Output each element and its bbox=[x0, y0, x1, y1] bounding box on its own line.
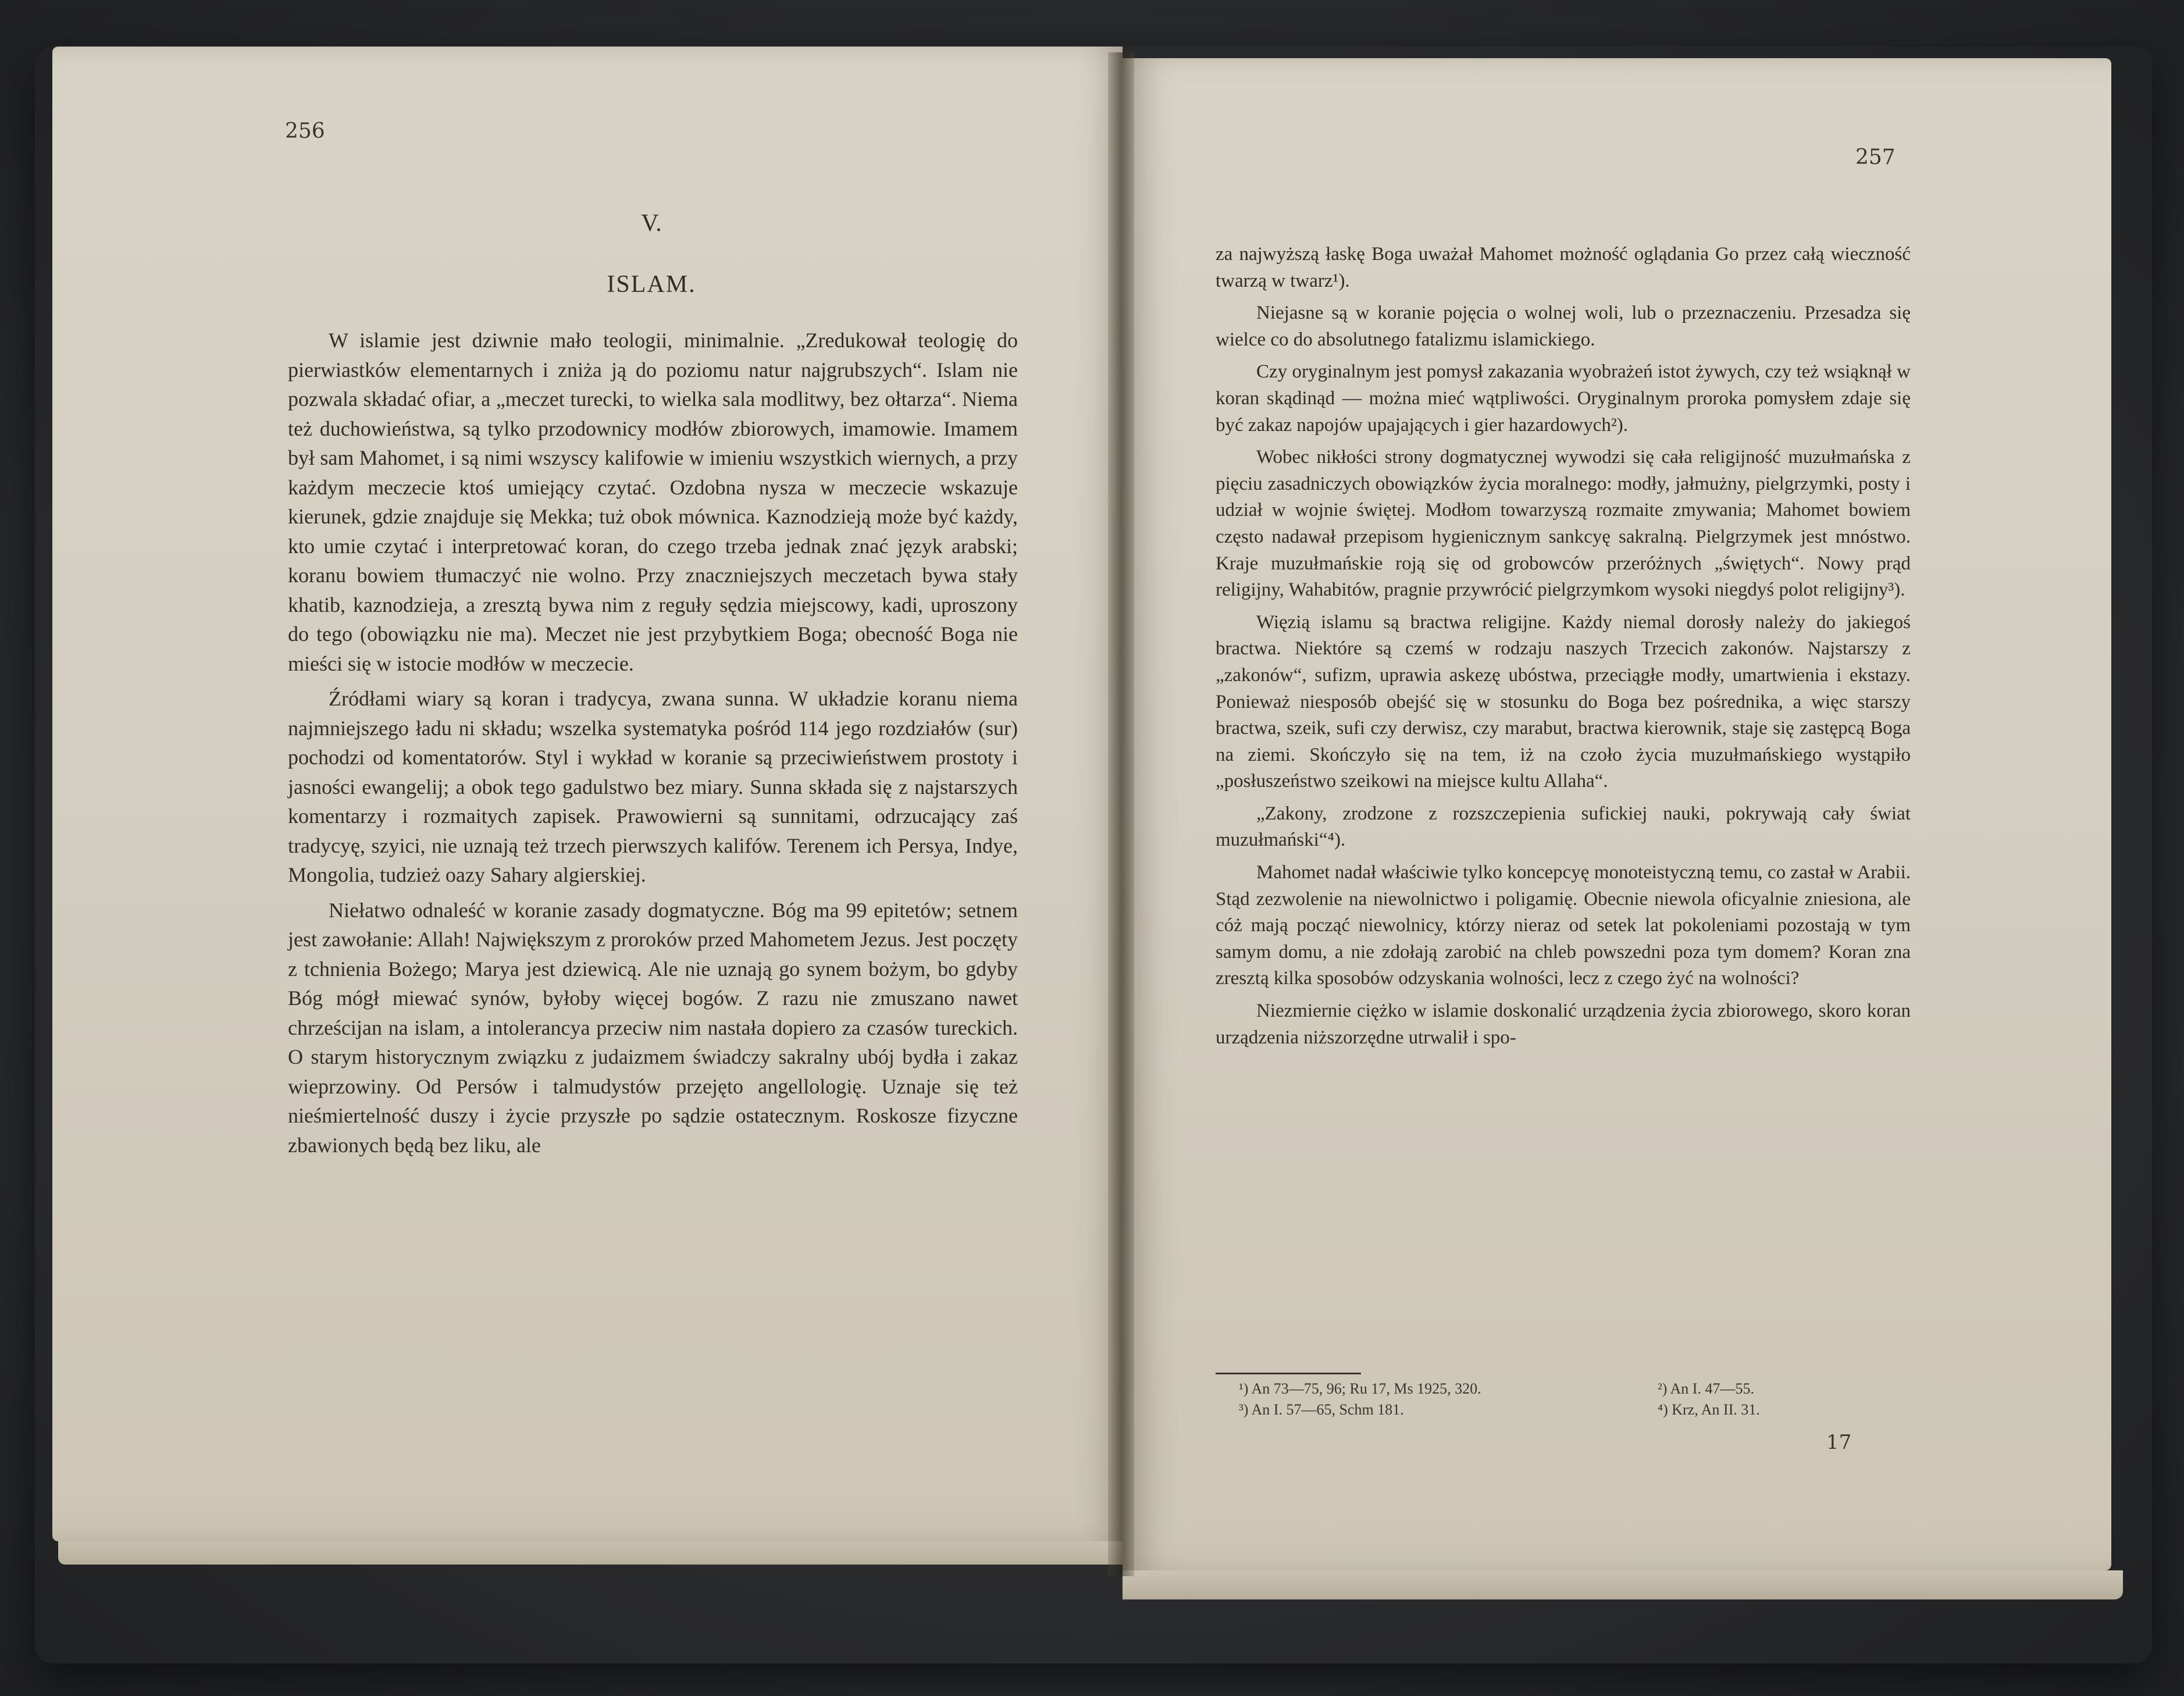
left-paragraph: W islamie jest dziwnie mało teologii, minimalnie. „Zredukował teologię do pierwiastków elementarnych i zniża ją do poziomu natur najgrubszych“. Islam nie pozwala składać ofiar, a „meczet turecki, to wielka sala modlitwy, bez ołtarza“. Niema też duchowieństwa, są tylko przodownicy modłów zbiorowych, imamowie. Imamem był sam Mahomet, i są nimi wszyscy kalifowie w imieniu wszystkich wiernych, a przy każdym meczecie ktoś umiejący czytać. Ozdobna nysza w meczecie wskazuje kierunek, gdzie znajduje się Mekka; tuż obok mównica. Kaznodzieją może być każdy, kto umie czytać i interpretować koran, do czego trzeba jednak znać język arabski; koranu bowiem tłumaczyć nie wolno. Przy znaczniejszych meczetach bywa stały khatib, kaznodzieja, a zresztą bywa nim z reguły sędzia miejscowy, kadi, uproszony do tego (obowiązku nie ma). Meczet nie jest przybytkiem Boga; obecność Boga nie mieści się w istocie modłów w meczecie. bbox=[288, 329, 1018, 675]
left-page-edges bbox=[58, 1541, 1123, 1565]
left-page-number: 256 bbox=[285, 119, 325, 143]
left-paragraph: Źródłami wiary są koran i tradycya, zwana sunna. W układzie koranu niema najmniejszego ładu ni składu; wszelka systematyka pośród 114 jego rozdziałów (sur) pochodzi od komentatorów. Styl i wykład w koranie są przeciwieństwem prostoty i jasności ewangelij; a obok tego gadulstwo bez miary. Sunna składa się z najstarszych komentarzy i rozmaitych zapisek. Prawowierni są sunnitami, odrzucający zaś tradycyę, szyici, nie uznają też trzech pierwszych kalifów. Terenem ich Persya, Indye, Mongolia, tudzież oazy Sahary algierskiej. bbox=[288, 687, 1018, 886]
right-paragraph: Czy oryginalnym jest pomysł zakazania wyobrażeń istot żywych, czy też wsiąknął w koran skądinąd — można mieć wątpliwości. Oryginalnym proroka pomysłem zdaje się być zakaz napojów upajających i gier hazardowych²). bbox=[1216, 361, 1911, 436]
footnote: ³) An I. 57—65, Schm 181. bbox=[1239, 1401, 1404, 1418]
footnote: ⁴) Krz, An II. 31. bbox=[1658, 1401, 1760, 1418]
right-paragraph: Wobec nikłości strony dogmatycznej wywodzi się cała religijność muzułmańska z pięciu zasadniczych obowiązków życia moralnego: modły, jałmużny, pielgrzymki, posty i udział w wojnie świętej. Modłom towarzyszą rozmaite zmywania; Mahomet bowiem często nadawał przepisom hygienicznym sankcyę sakralną. Pielgrzymek jest mnóstwo. Kraje muzułmańskie roją się od grobowców przeróżnych „świętych“. Nowy prąd religijny, Wahabitów, pragnie przywrócić pielgrzymkom wysoki niegdyś polot religijny³). bbox=[1216, 447, 1911, 601]
chapter-number: V. bbox=[641, 210, 662, 237]
right-paragraph: Mahomet nadał właściwie tylko koncepcyę monoteistyczną temu, co zastał w Arabii. Stąd zezwolenie na niewolnictwo i poligamię. Obecnie niewola oficyalnie zniesiona, ale cóż mają począć niewolnicy, którzy nieraz od setek lat pokoleniami pozostają w tym samym domu, a nie zdołają zarobić na chleb powszedni poza tym domem? Koran zna zresztą kilka sposobów odzyskania wolności, lecz z czego żyć na wolności? bbox=[1216, 862, 1911, 989]
footnote-rule bbox=[1216, 1373, 1361, 1374]
right-paragraph: „Zakony, zrodzone z rozszczepienia sufickiej nauki, pokrywają cały świat muzułmański“⁴). bbox=[1216, 803, 1911, 851]
right-paragraph: Więzią islamu są bractwa religijne. Każdy niemal dorosły należy do jakiegoś bractwa. Niektóre są czemś w rodzaju naszych Trzecich zakonów. Najstarszy z „zakonów“, sufizm, uprawia askezę ubóstwa, przeciągłe modły, umartwienia i ekstazy. Ponieważ niesposób obejść się w stosunku do Boga bez pośrednika, a więc starszy bractwa, szeik, sufi czy derwisz, czy marabut, bractwa kierownik, staje się zastępcą Boga na ziemi. Skończyło się na tem, iż na czoło życia muzułmańskiego wystąpiło „posłuszeństwo szeikowi na miejsce kultu Allaha“. bbox=[1216, 611, 1911, 792]
left-paragraph: Niełatwo odnaleść w koranie zasady dogmatyczne. Bóg ma 99 epitetów; setnem jest zawołanie: Allah! Największym z proroków przed Mahometem Jezus. Jest poczęty z tchnienia Bożego; Marya jest dziewicą. Ale nie uznają go synem bożym, bo gdyby Bóg mógł miewać synów, byłoby więcej bogów. Z razu nie zmuszano nawet chrześcijan na islam, a intolerancya przeciw nim nastała dopiero za czasów tureckich. O starym historycznym związku z judaizmem świadczy sakralny ubój bydła i zakaz wieprzowiny. Od Persów i talmudystów przejęto angellologię. Uznaje się też nieśmiertelność duszy i życie przyszłe po sądzie ostatecznym. Roskosze fizyczne zbawionych będą bez liku, ale bbox=[288, 898, 1018, 1157]
right-paragraph: Niezmiernie ciężko w islamie doskonalić urządzenia życia zbiorowego, skoro koran urządzenia niższorzędne utrwalił i spo- bbox=[1216, 1000, 1911, 1048]
right-page-edges bbox=[1123, 1570, 2123, 1599]
right-page-number: 257 bbox=[1855, 145, 1896, 169]
footnote: ¹) An 73—75, 96; Ru 17, Ms 1925, 320. bbox=[1239, 1380, 1481, 1397]
footnotes bbox=[1216, 1378, 1911, 1420]
footnote: ²) An I. 47—55. bbox=[1658, 1380, 1754, 1397]
footnote-row bbox=[1216, 1399, 1911, 1420]
book-spine bbox=[1108, 52, 1134, 1576]
chapter-title: ISLAM. bbox=[607, 271, 696, 298]
right-paragraph: Niejasne są w koranie pojęcia o wolnej woli, lub o przeznaczeniu. Przesadza się wielce co do absolutnego fatalizmu islamickiego. bbox=[1216, 302, 1911, 350]
right-paragraph: za najwyższą łaskę Boga uważał Mahomet możność oglądania Go przez całą wieczność twarzą w twarz¹). bbox=[1216, 244, 1911, 291]
left-page-body bbox=[288, 326, 1018, 1166]
signature-number: 17 bbox=[1826, 1431, 1852, 1454]
footnote-row bbox=[1216, 1378, 1911, 1399]
right-page-body bbox=[1216, 241, 1911, 1057]
